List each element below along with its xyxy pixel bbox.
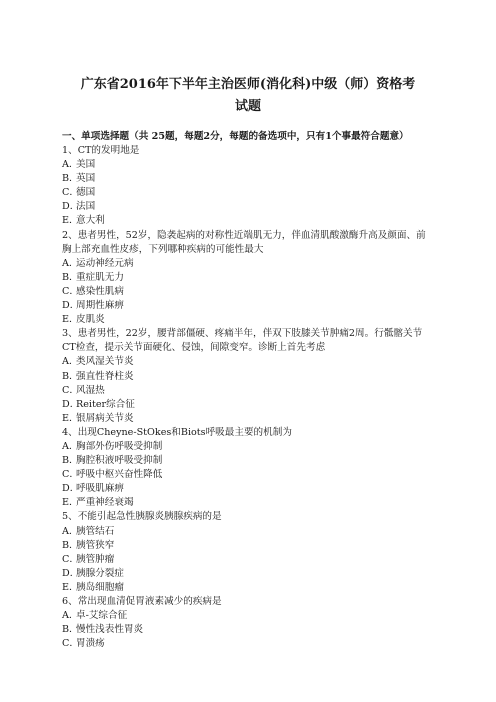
option-letter: E．	[62, 581, 79, 593]
question-stem: 6、常出现血清促胃液素减少的疾病是	[62, 596, 222, 607]
option-letter: D．	[62, 398, 80, 410]
option-item	[62, 609, 434, 623]
option-item	[62, 384, 434, 398]
option-item	[62, 581, 434, 595]
option-item	[62, 567, 434, 581]
option-letter: C．	[62, 187, 79, 199]
option-item	[62, 454, 434, 468]
option-item	[62, 313, 434, 327]
option-text: 法国	[76, 201, 96, 213]
option-text: 呼吸肌麻痹	[76, 483, 124, 495]
option-item	[62, 271, 434, 285]
option-letter: A．	[62, 159, 79, 171]
document-title-line-1: 广东省2016年下半年主治医师(消化科)中级（师）资格考	[80, 77, 416, 92]
option-item	[62, 637, 434, 651]
question-4	[62, 426, 434, 511]
question-1	[62, 144, 434, 229]
option-item	[62, 398, 434, 412]
question-stem: 3、患者男性，22岁，腰背部僵硬、疼痛半年，伴双下肢膝关节肿痛2周。行骶髂关节 CT检查，提示关节面硬化、侵蚀，间隙变窄。诊断上首先考虑	[62, 328, 423, 354]
option-text: 呼吸中枢兴奋性降低	[76, 469, 163, 481]
question-stem: 1、CT的发明地是	[62, 145, 140, 156]
option-letter: C．	[62, 384, 79, 396]
option-letter: C．	[62, 638, 79, 650]
option-text: 德国	[76, 187, 96, 199]
question-5	[62, 510, 434, 595]
option-letter: C．	[62, 553, 79, 565]
option-text: 慢性浅表性胃炎	[76, 624, 144, 636]
option-text: 胰管狭窄	[76, 539, 115, 551]
question-6	[62, 595, 434, 651]
question-stem: 5、不能引起急性胰腺炎胰腺疾病的是	[62, 511, 222, 523]
option-text: Reiter综合征	[76, 398, 135, 410]
option-text: 周期性麻痹	[76, 300, 124, 312]
option-text: 强直性脊柱炎	[76, 370, 134, 382]
option-letter: B．	[62, 539, 79, 551]
question-3	[62, 327, 434, 426]
option-letter: B．	[62, 173, 79, 185]
option-letter: A．	[62, 610, 79, 622]
option-item	[62, 525, 434, 539]
option-item	[62, 257, 434, 271]
option-letter: E．	[62, 497, 79, 509]
option-letter: D．	[62, 300, 80, 312]
option-letter: B．	[62, 370, 79, 382]
option-text: 感染性肌病	[76, 285, 124, 297]
option-text: 胰管结石	[76, 525, 115, 537]
question-stem: 4、出现Cheyne-StOkes和Biots呼吸最主要的机制为	[62, 426, 292, 438]
option-letter: E．	[62, 412, 79, 424]
option-text: 类风湿关节炎	[76, 356, 134, 368]
option-letter: A．	[62, 525, 79, 537]
option-item	[62, 200, 434, 214]
option-text: 胰管肿瘤	[76, 553, 115, 565]
option-letter: C．	[62, 285, 79, 297]
option-text: 严重神经衰竭	[76, 497, 134, 509]
option-item	[62, 623, 434, 637]
option-letter: B．	[62, 271, 79, 283]
option-letter: D．	[62, 201, 80, 213]
document-title-line-2: 试题	[234, 99, 261, 114]
option-letter: A．	[62, 257, 79, 269]
option-text: 美国	[76, 159, 96, 171]
option-text: 皮肌炎	[76, 314, 105, 326]
option-item	[62, 539, 434, 553]
option-item	[62, 468, 434, 482]
option-item	[62, 496, 434, 510]
option-letter: B．	[62, 455, 79, 467]
option-text: 胰腺分裂症	[76, 567, 124, 579]
option-item	[62, 158, 434, 172]
option-item	[62, 355, 434, 369]
option-letter: B．	[62, 624, 79, 636]
option-item	[62, 412, 434, 426]
option-item	[62, 172, 434, 186]
option-text: 胃溃疡	[76, 638, 105, 650]
option-letter: C．	[62, 469, 79, 481]
option-item	[62, 553, 434, 567]
option-letter: A．	[62, 440, 79, 452]
option-text: 英国	[76, 173, 96, 185]
option-text: 意大利	[76, 215, 105, 227]
option-text: 胸腔积液呼吸受抑制	[76, 455, 163, 467]
option-letter: D．	[62, 567, 80, 579]
option-item	[62, 482, 434, 496]
option-item	[62, 186, 434, 200]
question-2	[62, 229, 434, 328]
option-text: 重症肌无力	[76, 271, 124, 283]
option-letter: E．	[62, 314, 79, 326]
option-item	[62, 299, 434, 313]
question-stem: 2、患者男性，52岁，隐袭起病的对称性近端肌无力，伴血清肌酸激酶升高及颜面、前胸上部充血性皮疹，下列哪种疾病的可能性最大	[62, 229, 426, 255]
option-text: 银屑病关节炎	[76, 412, 134, 424]
option-text: 胸部外伤呼吸受抑制	[76, 440, 163, 452]
section-heading: 一、单项选择题（共 25题，每题2分，每题的备选项中，只有1个事最符合题意）	[62, 131, 409, 142]
option-text: 胰岛细胞瘤	[76, 581, 124, 593]
option-item	[62, 440, 434, 454]
option-text: 运动神经元病	[76, 257, 134, 269]
option-letter: D．	[62, 483, 80, 495]
option-text: 卓-艾综合征	[76, 610, 128, 622]
option-item	[62, 285, 434, 299]
option-letter: A．	[62, 356, 79, 368]
option-letter: E．	[62, 215, 79, 227]
option-item	[62, 370, 434, 384]
option-text: 风湿热	[76, 384, 105, 396]
option-item	[62, 214, 434, 228]
